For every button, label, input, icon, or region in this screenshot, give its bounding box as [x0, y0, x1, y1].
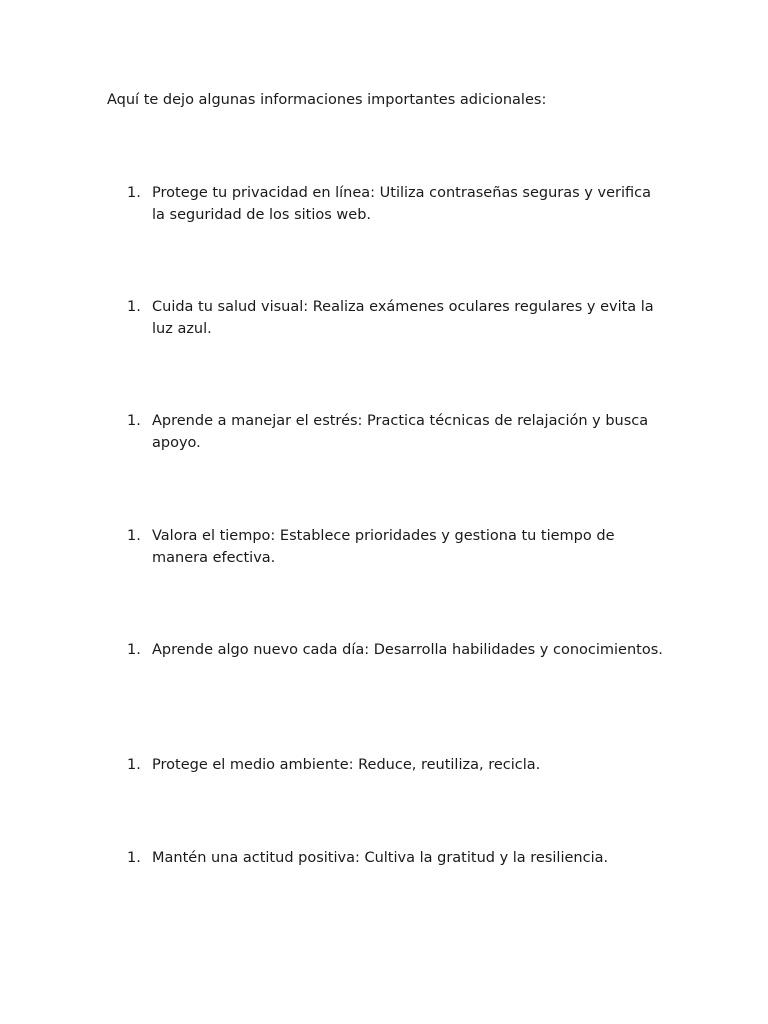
list-item-text: Protege tu privacidad en línea: Utiliza contraseñas seguras y verifica la seguridad de los sitios web. [152, 185, 651, 223]
list-item [127, 755, 667, 777]
list-item-text: Cuida tu salud visual: Realiza exámenes oculares regulares y evita la luz azul. [152, 299, 654, 337]
list-item-number: 1. [127, 185, 141, 201]
list-item-number: 1. [127, 850, 141, 866]
list-item-number: 1. [127, 757, 141, 773]
list-item [127, 526, 667, 569]
list-item [127, 640, 667, 662]
list-item-text: Valora el tiempo: Establece prioridades y gestiona tu tiempo de manera efectiva. [152, 528, 615, 566]
list-item-text: Protege el medio ambiente: Reduce, reutiliza, recicla. [152, 757, 541, 773]
intro-paragraph: Aquí te dejo algunas informaciones importantes adicionales: [107, 92, 547, 108]
list-item-number: 1. [127, 642, 141, 658]
list-item-number: 1. [127, 528, 141, 544]
list-item-text: Aprende a manejar el estrés: Practica técnicas de relajación y busca apoyo. [152, 413, 649, 451]
list-item [127, 297, 667, 340]
list-item [127, 848, 667, 870]
list-item-text: Aprende algo nuevo cada día: Desarrolla habilidades y conocimientos. [152, 642, 663, 658]
list-item-text: Mantén una actitud positiva: Cultiva la gratitud y la resiliencia. [152, 850, 609, 866]
list-item-number: 1. [127, 413, 141, 429]
list-item-number: 1. [127, 299, 141, 315]
list-item [127, 183, 667, 226]
list-item [127, 411, 667, 454]
